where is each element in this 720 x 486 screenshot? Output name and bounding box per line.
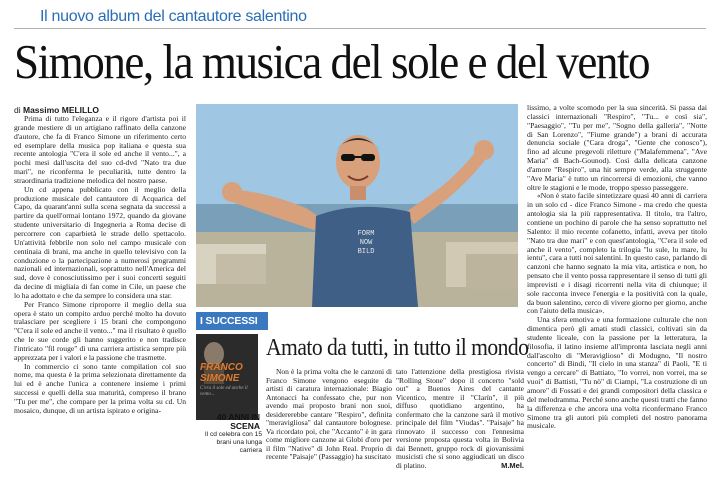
cd-cover — [196, 334, 258, 420]
article-photo — [196, 104, 518, 307]
sidebar-label: I SUCCESSI — [200, 315, 258, 327]
box-column-2 — [396, 368, 524, 482]
kicker: Il nuovo album del cantautore salentino — [40, 8, 307, 25]
article-paragraph: Un cd appena pubblicato con il meglio della produzione musicale del cantautore di Acquarica del Capo, da quarant'anni sulla scena segnata da successi a partire da quell'ormai lontano 1972, quando da giovane studente universitario di Ingegneria a Roma decise di percorrere con caparbietà le strade dello spettacolo. Un'attività febbrile non solo nel campo musicale con centinaia di brani, ma anche in quello televisivo con la conduzione o la partecipazione a numerosi programmi nazionali ed internazionali, soprattutto nell'America del sud, dove è conosciutissimo per i suoi concerti seguiti da decine di migliaia di fan come in Cile, un paese che lo ha adottato e che da sempre lo considera una star. — [14, 184, 186, 300]
article-column-2 — [527, 104, 707, 484]
box-paragraph — [396, 368, 524, 470]
article-column-1 — [14, 115, 186, 485]
tshirt-print — [344, 230, 388, 257]
article-paragraph: «Non è stato facile sintetizzare quasi 40 anni di carriera in un solo cd - dice Franco Simone - ma credo che questa antologia sia la più rappresentativa. Il titolo, tra l'altro, contiene un pochino di parole che ha senso soprattutto nel Salento: il mio recente cofanetto, infatti, aveva per titolo "Nato tra due mari" e con quest'antologia, "C'era il sole ed anche il vento", completo la trilogia "lu sule, lu mare, lu ientu", cara a tutti noi salentini. In questo caso, parlando di canzoni che hanno segnato la mia vita, artistica e non, ho pensato che il vento possa rappresentare il senso di tutti gli imprevisti e i disagi ricorrenti nella vita di chiunque; il sole racconta invece l'energia e la positività con la quale, da buon salentino, cerco di vivere giorno per giorno, anche con l'aiuto della musica». — [527, 191, 707, 316]
article-paragraph: Per Franco Simone riproporre il meglio della sua opera è stato un compito arduo perché molto ha dovuto tralasciare per scegliere i 15 brani che compongono "C'era il sole ed anche il vento..." ma il risultato è quello che le sue corde gli hanno suggerito e non tradisce l'intricato "fil rouge" di una carriera artistica sempre più apprezzata per i valori e la passione che trasmette. — [14, 299, 186, 362]
article-paragraph: lissimo, a volte scomodo per la sua sincerità. Si passa dai classici internazionali "Respiro", "Tu... e così sia", "Paesaggio", "Tu per me", "Sogno della galleria", "Notte di San Lorenzo", "Fiume grande") a brani di accurata denuncia sociale ("Cara droga", "Gente che conosco"), fino ad alcune pregevoli riletture ("Malafemmena", "Ave Maria" di Bach-Gounod). Così dalla delicata canzone d'amore "Respiro", una hit sempre verde, alla struggente "Ave Maria" è tutto un rincorrersi di emozioni, che vanno oltre le stagioni e le mode, troppo spesso passeggere. — [527, 104, 707, 192]
photo-illustration — [196, 104, 518, 307]
tshirt-print-line: NOW — [359, 239, 373, 247]
cd-title: C'era il sole ed anche il vento... — [200, 386, 248, 397]
headline: Simone, la musica del sole e del vento — [14, 34, 650, 89]
box-title: Amato da tutti, in tutto il mondo — [266, 335, 529, 361]
byline-author: Massimo MELILLO — [23, 105, 100, 115]
box-paragraph-text: tato l'attenzione della prestigiosa rivista "Rolling Stone" dopo il concerto "sold out" a Buenos Aires del cantante Vicentico, mentre il "Clarín", il più diffuso quotidiano argentino, ha confermato che la canzone sarà il motivo principale del film "Viudas". "Paisaje" ha rinnovato il successo con l'ennesima versione proposta questa volta in Bolivia dai Bennett, gruppo rock di giovanissimi musicisti che si sono aggiudicati un disco di platino. — [396, 368, 524, 470]
kicker-divider — [14, 28, 706, 29]
tshirt-print-line: FORM — [357, 230, 375, 238]
article-paragraph: In commercio ci sono tante compilation col suo nome, ma questa è la prima selezionata direttamente da lui ed è anche l'unica a contenere insieme i primi successi e quelli della sua maturità, compreso il brano "Tu per me", che compare per la prima volta su cd. Un mosaico, dunque, di un artista ispirato e origina- — [14, 361, 186, 415]
tshirt-print-line: BILD — [357, 248, 375, 256]
caption-heading: 40 ANNI IN SCENA — [216, 412, 260, 431]
cd-artist: FRANCO SIMONE — [200, 362, 243, 384]
box-signoff: M.Mel. — [501, 460, 524, 470]
box-column-1 — [266, 368, 392, 482]
article-paragraph: Prima di tutto l'eleganza e il rigore d'artista poi il grande mestiere di un artigiano raffinato della canzone d'autore, che fa di Franco Simone un riferimento certo ed esemplare della musica pop italiana e questa sua recente antologia "C'era il sole ed anche il vento...", a pochi mesi dall'uscita del suo cd-dvd "Nato tra due mari", ne riconferma le peculiarità, tutte dentro la straordinaria tradizione melodica del nostro paese. — [14, 115, 186, 185]
article-paragraph: Una sfera emotiva e una formazione culturale che non dimentica però gli amati studi classici, coltivati sin da studente liceale, con la passione per la letteratura, la filosofia, il latino insieme all'impronta lasciata negli anni dall'ascolto di "Meraviglioso" di Modugno, "Il nostro concerto" di Bindi, "Il cielo in una stanza" di Paoli, "E ti vengo a cercare" di Battiato, "Io vorrei, non vorrei, ma se vuoi" di Battisti, "Tu nò" di Ciampi, "La costruzione di un amore" di Fossati e dei grandi compositori della classica e del melodramma. Perché sono anche questi tratti che fanno la differenza e che ancora una volta riconfermano Franco Simone tra gli autori più completi del nostro panorama musicale. — [527, 315, 707, 431]
box-paragraph: Non è la prima volta che le canzoni di Franco Simone vengono eseguite da artisti di caratura internazionale: Biagio Antonacci ha confessato che, pur non avendo mai proposto brani non suoi, desidererebbe cantare "Respiro", definita "meravigliosa" dal cantautore bolognese. Va ricordato poi, che "Accanto" è in gara come migliore canzone ai Globi d'oro per il film "Native" di John Real. Proprio di recente "Paisaje" (Passaggio) ha suscitato — [266, 368, 392, 461]
caption-text: Il cd celebra con 15 brani una lunga carriera — [204, 431, 262, 454]
byline-prefix: di — [14, 105, 21, 115]
sidebar — [196, 312, 260, 482]
